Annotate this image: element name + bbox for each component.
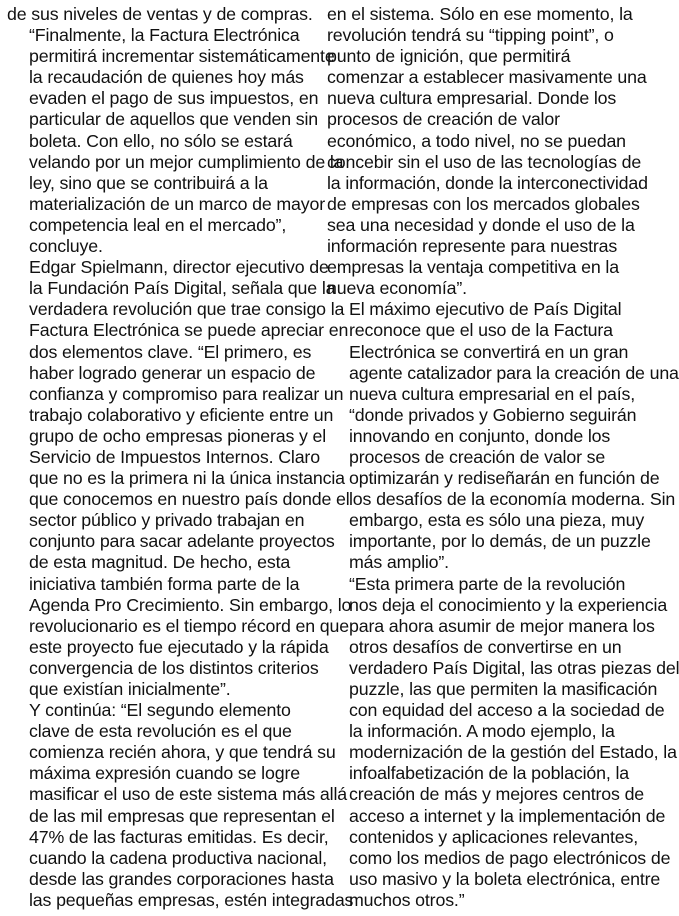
text-line: concebir sin el uso de las tecnologías de (327, 151, 642, 172)
text-line: sector público y privado trabajan en (29, 510, 305, 531)
text-line: acceso a internet y la implementación de (349, 805, 666, 826)
text-line: punto de ignición, que permitirá (327, 46, 571, 67)
text-line: de esta magnitud. De hecho, esta (29, 552, 291, 573)
text-line: en el sistema. Sólo en ese momento, la (327, 4, 633, 24)
text-line: muchos otros.” (349, 889, 465, 910)
text-line: velando por un mejor cumplimiento de la (29, 151, 344, 172)
text-line: que existían inicialmente”. (29, 679, 231, 699)
text-line: innovando en conjunto, donde los (349, 425, 611, 446)
text-line: la información, donde la interconectividad (327, 172, 648, 193)
text-line: desde las grandes corporaciones hasta (29, 868, 334, 889)
text-line: modernización de la gestión del Estado, la (349, 742, 677, 763)
text-line: información represente para nuestras (327, 236, 618, 257)
article-paragraph (327, 299, 679, 573)
text-line: 47% de las facturas emitidas. Es decir, (29, 826, 329, 847)
text-line: convergencia de los distintos criterios (29, 657, 319, 678)
text-line: dos elementos clave. “El primero, es (29, 341, 312, 362)
text-line: infoalfabetización de la población, la (349, 763, 629, 784)
text-line: verdadero País Digital, las otras piezas del (349, 657, 679, 678)
text-line: nueva cultura empresarial. Donde los (327, 88, 617, 109)
text-line: la recaudación de quienes hoy más (29, 67, 304, 88)
text-line: nueva economía”. (327, 278, 467, 299)
text-line: revolución tendrá su “tipping point”, o (327, 25, 614, 46)
text-line: competencia leal en el mercado”, (29, 214, 287, 235)
text-line: para ahora asumir de mejor manera los (349, 615, 655, 636)
text-line: optimizarán y rediseñarán en función de (349, 468, 660, 489)
text-line: iniciativa también forma parte de la (29, 573, 300, 594)
text-line: trabajo colaborativo y eficiente entre un (29, 404, 334, 425)
text-line: clave de esta revolución es el que (29, 721, 292, 742)
article-paragraph (327, 573, 679, 912)
text-line: de sus niveles de ventas y de compras. (7, 4, 313, 24)
text-line: procesos de creación de valor se (349, 446, 606, 467)
text-line: económico, a todo nivel, no se puedan (327, 130, 626, 151)
text-line: más amplio”. (349, 552, 449, 573)
text-line: de empresas con los mercados globales (327, 193, 640, 214)
text-line: importante, por lo demás, de un puzzle (349, 531, 651, 552)
text-column-left (7, 4, 354, 911)
text-line: comenzar a establecer masivamente una (327, 67, 647, 88)
text-line: este proyecto fue ejecutado y la rápida (29, 636, 329, 657)
text-line: “Finalmente, la Factura Electrónica (29, 25, 300, 46)
text-line: revolucionario es el tiempo récord en que (29, 615, 350, 636)
text-line: “donde privados y Gobierno seguirán (349, 404, 637, 425)
text-line: otros desafíos de convertirse en un (349, 636, 622, 657)
text-line: Agenda Pro Crecimiento. Sin embargo, lo (29, 594, 352, 615)
text-line: máxima expresión cuando se logre (29, 763, 300, 784)
article-paragraph (7, 257, 352, 700)
text-line: Servicio de Impuestos Internos. Claro (29, 446, 320, 467)
article-paragraph (7, 4, 317, 25)
text-line: “Esta primera parte de la revolución (349, 573, 626, 594)
text-line: boleta. Con ello, no sólo se estará (29, 130, 293, 151)
text-line: evaden el pago de sus impuestos, en (29, 88, 319, 109)
text-line: permitirá incrementar sistemáticamente (29, 46, 335, 67)
article-paragraph (7, 25, 344, 257)
text-line: haber logrado generar un espacio de (29, 362, 316, 383)
text-line: verdadera revolución que trae consigo la (29, 299, 345, 320)
text-line: con equidad del acceso a la sociedad de (349, 700, 665, 721)
text-line: Factura Electrónica se puede apreciar en (29, 320, 349, 341)
text-line: ley, sino que se contribuirá a la (29, 172, 268, 193)
text-line: las pequeñas empresas, estén integradas (29, 889, 354, 910)
text-line: contenidos y aplicaciones relevantes, (349, 826, 639, 847)
text-line: concluye. (29, 236, 103, 257)
text-line: grupo de ocho empresas pioneras y el (29, 425, 327, 446)
article-paragraph (327, 4, 648, 299)
text-line: Edgar Spielmann, director ejecutivo de (29, 257, 329, 278)
text-column-right (327, 4, 679, 911)
text-line: procesos de creación de valor (327, 109, 560, 130)
text-line: confianza y compromiso para realizar un (29, 383, 344, 404)
article-paragraph (7, 700, 354, 911)
text-line: que conocemos en nuestro país donde el (29, 489, 350, 510)
text-line: masificar el uso de este sistema más allá (29, 784, 347, 805)
text-line: reconoce que el uso de la Factura (349, 320, 613, 341)
text-line: El máximo ejecutivo de País Digital (349, 299, 622, 320)
text-line: la Fundación País Digital, señala que la (29, 278, 336, 299)
text-line: de las mil empresas que representan el (29, 805, 335, 826)
text-line: creación de más y mejores centros de (349, 784, 645, 805)
text-line: que no es la primera ni la única instancia (29, 468, 345, 489)
text-line: nos deja el conocimiento y la experiencia (349, 594, 668, 615)
text-line: materialización de un marco de mayor (29, 193, 326, 214)
text-line: embargo, esta es sólo una pieza, muy (349, 510, 645, 531)
text-line: particular de aquellos que venden sin (29, 109, 319, 130)
text-line: Electrónica se convertirá en un gran (349, 341, 629, 362)
text-line: Y continúa: “El segundo elemento (29, 700, 291, 721)
text-line: como los medios de pago electrónicos de (349, 847, 671, 868)
text-line: comienza recién ahora, y que tendrá su (29, 742, 336, 763)
text-line: uso masivo y la boleta electrónica, entre (349, 868, 661, 889)
text-line: empresas la ventaja competitiva en la (327, 257, 619, 278)
text-line: nueva cultura empresarial en el país, (349, 383, 636, 404)
text-line: conjunto para sacar adelante proyectos (29, 531, 335, 552)
text-line: agente catalizador para la creación de una (349, 362, 679, 383)
text-line: cuando la cadena productiva nacional, (29, 847, 327, 868)
text-line: sea una necesidad y donde el uso de la (327, 214, 635, 235)
text-line: los desafíos de la economía moderna. Sin (349, 489, 676, 510)
text-line: la información. A modo ejemplo, la (349, 721, 615, 742)
text-line: puzzle, las que permiten la masificación (349, 679, 658, 699)
